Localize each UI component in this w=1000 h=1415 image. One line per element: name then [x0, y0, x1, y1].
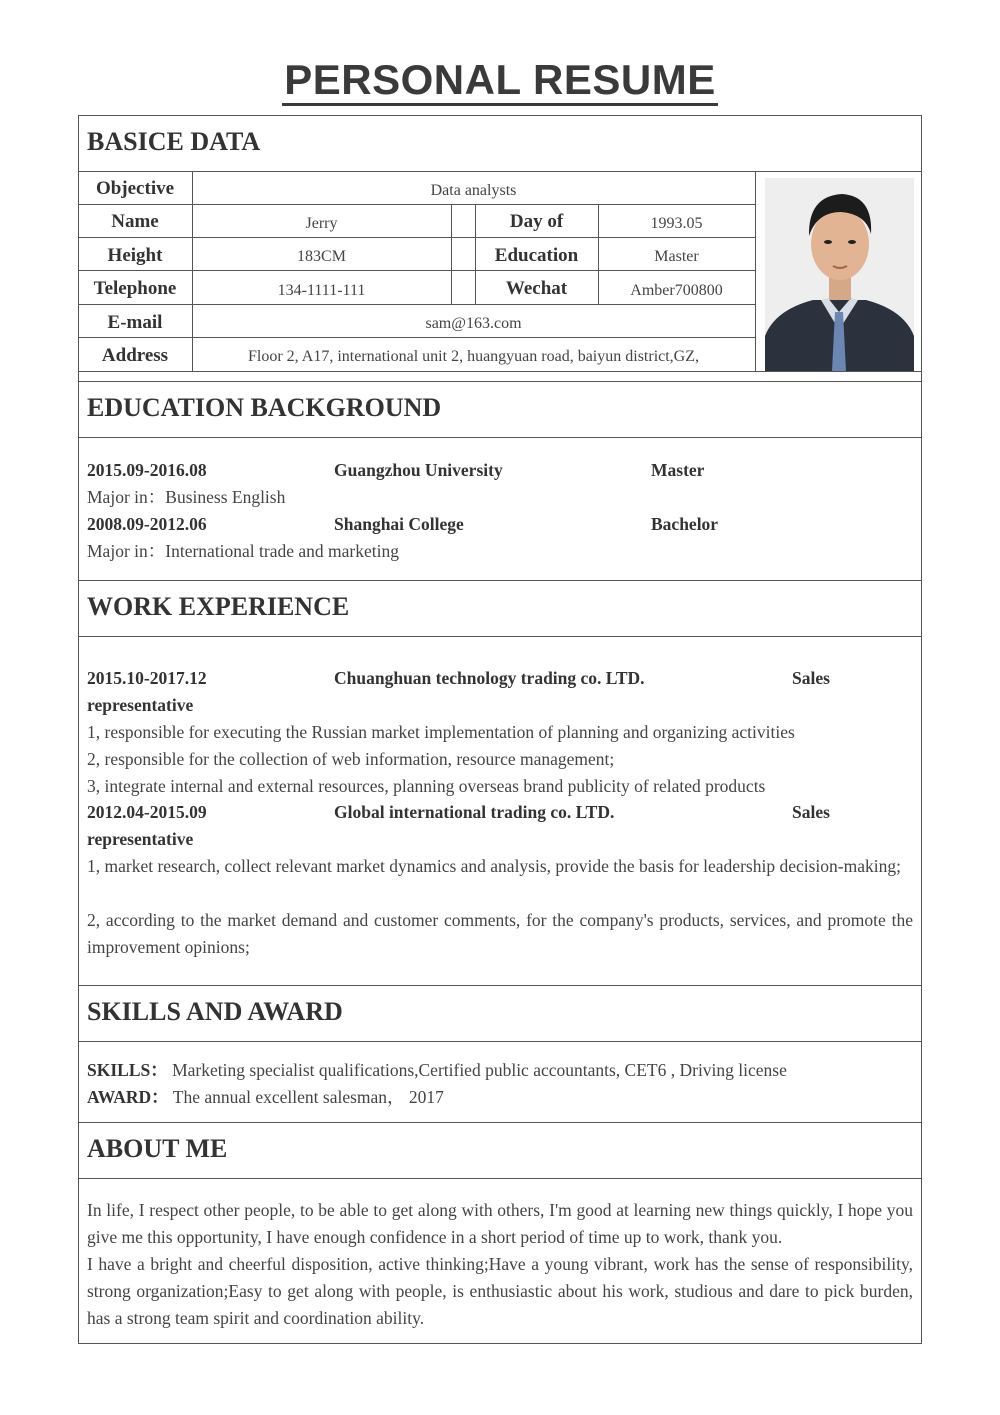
work-role: Sales	[792, 802, 830, 822]
work-duty: 1, market research, collect relevant market dynamics and analysis, provide the basis for leadership decision-making;	[87, 856, 901, 876]
work-duty: 3, integrate internal and external resources, planning overseas brand publicity of related products	[87, 776, 766, 796]
skills-label: SKILLS：	[87, 1060, 168, 1080]
divider	[78, 381, 922, 382]
education-school: Guangzhou University	[334, 460, 503, 480]
education-period: 2015.09-2016.08	[87, 460, 207, 480]
profile-photo	[765, 178, 914, 371]
divider	[78, 580, 922, 581]
divider	[78, 337, 755, 338]
divider	[192, 171, 193, 371]
work-duty: 2, according to the market demand and customer comments, for the company's products, services, and promote the improvement opinions;	[87, 910, 913, 957]
wechat-value: Amber700800	[630, 282, 723, 299]
section-about-heading: ABOUT ME	[87, 1134, 228, 1163]
work-role-continued: representative	[87, 695, 194, 715]
work-period: 2015.10-2017.12	[87, 668, 207, 688]
dob-label: Day of	[509, 211, 564, 232]
education-degree: Bachelor	[651, 514, 719, 534]
major-label: Major in：	[87, 487, 166, 507]
wechat-label: Wechat	[505, 278, 568, 299]
divider	[78, 1178, 922, 1179]
telephone-label: Telephone	[93, 278, 177, 299]
dob-value: 1993.05	[650, 215, 703, 232]
address-label: Address	[101, 345, 169, 366]
education-period: 2008.09-2012.06	[87, 514, 207, 534]
divider	[78, 1041, 922, 1042]
work-duty: 1, responsible for executing the Russian market implementation of planning and organizing activities	[87, 722, 795, 742]
divider	[755, 171, 756, 371]
work-period: 2012.04-2015.09	[87, 802, 207, 822]
about-paragraph: In life, I respect other people, to be able to get along with others, I'm good at learning new things quickly, I hope you give me this opportunity, I have enough confidence in a short period of time up to work, thank you.	[87, 1200, 913, 1247]
education-degree: Master	[651, 460, 705, 480]
divider	[78, 171, 922, 172]
divider	[451, 204, 452, 304]
divider	[78, 304, 755, 305]
skills-line	[87, 1057, 913, 1084]
height-value: 183CM	[297, 248, 346, 265]
education-major	[87, 484, 913, 511]
education-school: Shanghai College	[334, 514, 464, 534]
work-company: Chuanghuan technology trading co. LTD.	[334, 668, 645, 688]
name-value: Jerry	[305, 215, 338, 232]
section-education-heading: EDUCATION BACKGROUND	[87, 393, 442, 422]
divider	[78, 371, 922, 372]
work-role: Sales	[792, 668, 830, 688]
divider	[78, 270, 755, 271]
major-label: Major in：	[87, 541, 166, 561]
section-work-heading: WORK EXPERIENCE	[87, 592, 350, 621]
major-value: Business English	[165, 487, 286, 507]
award-value: The annual excellent salesman， 2017	[172, 1087, 444, 1107]
page-title-text: PERSONAL RESUME	[282, 56, 717, 106]
objective-label: Objective	[95, 178, 175, 199]
divider	[78, 1122, 922, 1123]
divider	[78, 204, 755, 205]
portrait-image	[765, 178, 914, 371]
section-basic-heading: BASICE DATA	[87, 127, 261, 156]
skills-value: Marketing specialist qualifications,Certified public accountants, CET6 , Driving license	[172, 1060, 787, 1080]
telephone-value: 134-1111-111	[277, 282, 366, 299]
about-paragraph: I have a bright and cheerful disposition, active thinking;Have a young vibrant, work has the sense of responsibility, strong organization;Easy to get along with people, is enthusiastic about his work, studious and dare to pick burden, has a strong team spirit and coordination ability.	[87, 1254, 913, 1328]
work-role-continued: representative	[87, 829, 194, 849]
divider	[78, 437, 922, 438]
work-company: Global international trading co. LTD.	[334, 802, 615, 822]
divider	[78, 985, 922, 986]
email-label: E-mail	[107, 312, 163, 333]
address-value: Floor 2, A17, international unit 2, huangyuan road, baiyun district,GZ,	[247, 348, 700, 365]
education-major	[87, 538, 913, 565]
award-line	[87, 1084, 913, 1111]
award-label: AWARD：	[87, 1087, 169, 1107]
page-title	[0, 56, 1000, 104]
objective-value: Data analysts	[430, 182, 517, 199]
major-value: International trade and marketing	[165, 541, 399, 561]
email-value: sam@163.com	[425, 315, 522, 332]
education-label: Education	[494, 245, 579, 266]
divider	[78, 237, 755, 238]
height-label: Height	[107, 245, 163, 266]
divider	[78, 636, 922, 637]
name-label: Name	[111, 211, 159, 232]
work-duty: 2, responsible for the collection of web information, resource management;	[87, 749, 615, 769]
section-skills-heading: SKILLS AND AWARD	[87, 997, 343, 1026]
education-value: Master	[654, 248, 699, 265]
